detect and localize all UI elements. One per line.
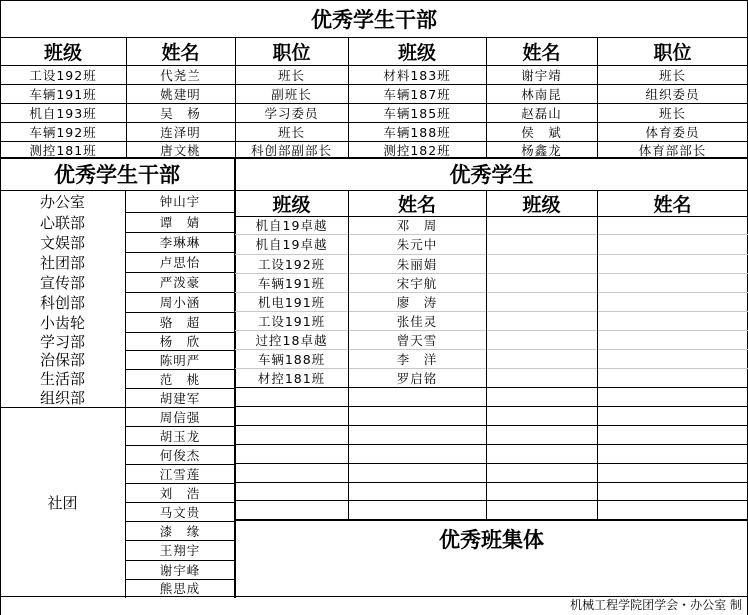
student-cell: 工设191班 (257, 313, 326, 329)
grid-line (126, 232, 235, 233)
grid-line (0, 596, 748, 597)
dept-label: 心联部 (39, 213, 85, 232)
club-member-name: 熊思成 (159, 581, 201, 596)
right-header-cell: 班级 (522, 193, 561, 216)
top-table-cell: 唐文桃 (160, 142, 201, 158)
student-cell: 李 洋 (396, 351, 438, 367)
top-table-cell: 赵磊山 (521, 105, 562, 121)
grid-line (126, 445, 235, 446)
dept-label: 生活部 (39, 370, 85, 388)
grid-line (235, 234, 748, 235)
club-member-name: 刘 浩 (159, 485, 201, 501)
club-member-name: 谢宇峰 (159, 562, 201, 578)
top-header-cell: 职位 (272, 41, 311, 64)
top-title: 优秀学生干部 (311, 7, 437, 32)
grid-line (126, 502, 235, 503)
top-table-cell: 林南昆 (521, 86, 562, 102)
grid-line (234, 157, 236, 598)
student-cell: 机自19卓越 (255, 237, 328, 252)
grid-line (235, 216, 748, 217)
grid-line (235, 190, 748, 191)
right-header-cell: 姓名 (653, 193, 692, 216)
grid-line (126, 426, 235, 427)
grid-line (0, 190, 235, 191)
top-table-cell: 体育部部长 (638, 142, 707, 158)
grid-line (235, 463, 748, 464)
grid-line (126, 483, 235, 484)
dept-label: 学习部 (39, 332, 85, 351)
right-header-cell: 姓名 (397, 193, 436, 216)
top-table-cell: 班长 (277, 124, 305, 140)
club-member-name: 马文贵 (159, 504, 201, 520)
grid-line (126, 212, 235, 213)
dept-label: 组织部 (39, 389, 85, 407)
member-name: 范 桃 (159, 371, 201, 387)
footer-credit: 机械工程学院团学会・办公室 制 (570, 598, 742, 612)
top-table-cell: 工设192班 (29, 67, 97, 83)
top-table-cell: 谢宇靖 (521, 67, 562, 83)
grid-line (235, 482, 748, 483)
grid-line (235, 519, 748, 521)
grid-line (486, 190, 487, 520)
grid-line (486, 37, 487, 158)
top-table-cell: 杨鑫龙 (521, 142, 562, 158)
club-member-name: 江雪莲 (159, 466, 201, 482)
grid-line (235, 254, 748, 255)
grid-line (235, 406, 748, 407)
dept-label: 社团部 (39, 253, 85, 272)
club-label: 社团 (47, 493, 78, 512)
grid-line (126, 388, 235, 389)
top-header-cell: 姓名 (522, 41, 561, 64)
grid-line (126, 464, 235, 465)
top-table-cell: 机自193班 (29, 105, 97, 121)
grid-line (126, 312, 235, 313)
dept-label: 宣传部 (39, 273, 85, 292)
top-table-cell: 材料183班 (383, 67, 451, 83)
member-name: 陈明严 (159, 352, 201, 368)
member-name: 卢思怡 (159, 255, 201, 270)
dept-label: 治保部 (39, 351, 85, 369)
top-table-cell: 车辆185班 (383, 105, 451, 121)
grid-line (126, 292, 235, 293)
grid-line (235, 500, 748, 501)
top-table-cell: 代尧兰 (160, 67, 201, 83)
member-name: 杨 欣 (159, 334, 201, 349)
dept-label: 办公室 (39, 192, 85, 211)
student-cell: 张佳灵 (396, 313, 438, 329)
top-table-cell: 科创部副部长 (250, 142, 332, 158)
top-table-cell: 测控182班 (383, 142, 451, 158)
grid-line (126, 579, 235, 580)
grid-line (0, 65, 748, 66)
grid-line (126, 540, 235, 541)
top-table-cell: 体育委员 (645, 124, 700, 140)
grid-line (0, 103, 748, 104)
student-cell: 朱丽娟 (396, 256, 438, 272)
grid-line (126, 272, 235, 273)
member-name: 钟山宇 (159, 194, 201, 209)
top-table-cell: 侯 斌 (521, 124, 562, 140)
top-table-cell: 班长 (658, 67, 686, 83)
member-name: 李琳琳 (159, 235, 201, 250)
student-cell: 机自19卓越 (255, 218, 328, 233)
grid-line (235, 387, 748, 388)
grid-line (235, 444, 748, 445)
dept-label: 文娱部 (39, 233, 85, 252)
student-cell: 曾天雪 (396, 332, 438, 348)
grid-line (0, 157, 748, 159)
top-header-cell: 班级 (397, 41, 436, 64)
member-name: 骆 超 (159, 315, 201, 330)
grid-line (0, 141, 748, 142)
club-member-name: 胡玉龙 (159, 428, 201, 444)
grid-line (597, 37, 598, 158)
top-table-cell: 班长 (658, 105, 686, 121)
grid-line (235, 425, 748, 426)
top-table-cell: 姚建明 (160, 86, 201, 102)
top-header-cell: 职位 (653, 41, 692, 64)
grid-line (126, 521, 235, 522)
top-header-cell: 班级 (43, 41, 82, 64)
grid-line (348, 37, 349, 158)
student-cell: 材控181班 (257, 370, 326, 386)
grid-line (126, 369, 235, 370)
grid-line (0, 37, 748, 38)
club-member-name: 周信强 (159, 409, 201, 425)
student-cell: 车辆191班 (257, 275, 326, 291)
grid-line (235, 292, 748, 293)
top-table-cell: 车辆188班 (383, 124, 451, 140)
grid-line (235, 273, 748, 274)
club-member-name: 漆 缘 (159, 523, 201, 539)
grid-line (597, 190, 598, 520)
grid-line (0, 122, 748, 123)
student-cell: 罗启铭 (396, 370, 438, 386)
grid-line (0, 84, 748, 85)
club-member-name: 王翔宇 (159, 543, 201, 558)
student-cell: 车辆188班 (257, 351, 326, 367)
grid-line (235, 330, 748, 331)
grid-line (0, 0, 748, 1)
top-table-cell: 车辆187班 (383, 86, 451, 102)
member-name: 谭 婧 (159, 215, 201, 230)
club-member-name: 何俊杰 (159, 447, 201, 463)
member-name: 胡建军 (159, 390, 201, 406)
collective-title: 优秀班集体 (439, 528, 544, 552)
student-cell: 廖 涛 (396, 294, 438, 310)
grid-line (348, 190, 349, 520)
grid-line (235, 368, 748, 369)
student-cell: 邓 周 (396, 218, 438, 233)
top-table-cell: 车辆192班 (29, 124, 97, 140)
dept-label: 科创部 (39, 293, 85, 312)
top-table-cell: 连泽明 (160, 124, 201, 140)
top-table-cell: 组织委员 (645, 86, 700, 102)
grid-line (235, 349, 748, 350)
right-title: 优秀学生 (449, 163, 534, 187)
top-table-cell: 学习委员 (264, 105, 319, 121)
student-cell: 工设192班 (257, 256, 326, 272)
grid-line (235, 311, 748, 312)
top-header-cell: 姓名 (161, 41, 200, 64)
grid-line (126, 560, 235, 561)
top-table-cell: 副班长 (271, 86, 312, 102)
grid-line (126, 37, 127, 158)
grid-line (126, 252, 235, 253)
top-table-cell: 吴 杨 (160, 105, 201, 121)
member-name: 周小涵 (159, 295, 201, 310)
dept-label: 小齿轮 (39, 313, 85, 332)
grid-line (0, 0, 1, 615)
grid-line (0, 407, 235, 408)
student-cell: 朱元中 (396, 237, 438, 252)
student-cell: 宋宇航 (396, 275, 438, 291)
grid-line (126, 350, 235, 351)
grid-line (125, 190, 126, 598)
member-name: 严泼豪 (159, 275, 201, 290)
top-table-cell: 测控181班 (29, 142, 97, 158)
student-cell: 机电191班 (257, 294, 326, 310)
top-table-cell: 班长 (277, 67, 305, 83)
student-cell: 过控18卓越 (255, 332, 328, 348)
grid-line (126, 332, 235, 333)
top-table-cell: 车辆191班 (29, 86, 97, 102)
left-title: 优秀学生干部 (54, 163, 180, 187)
grid-line (235, 37, 236, 158)
right-header-cell: 班级 (272, 193, 311, 216)
